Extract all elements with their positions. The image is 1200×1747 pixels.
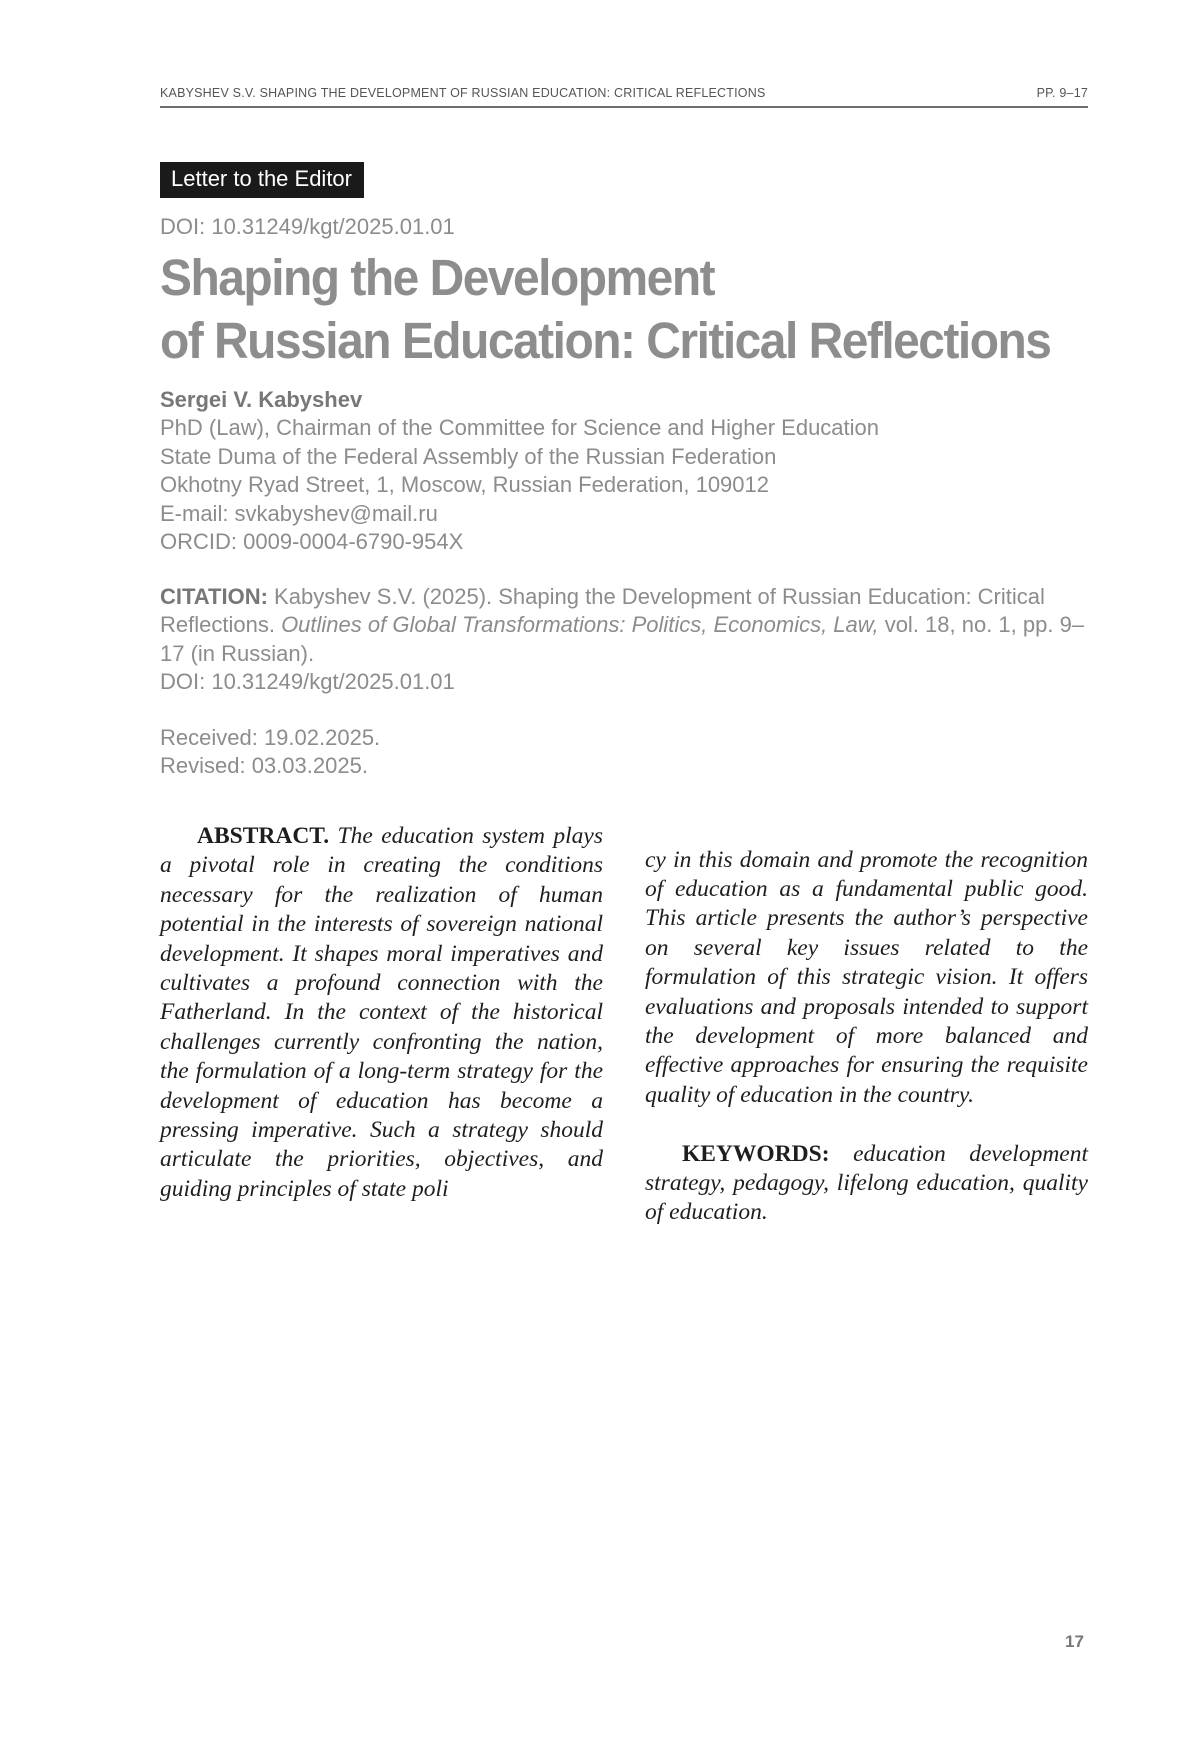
running-header-pages: PP. 9–17 bbox=[1036, 86, 1088, 100]
keywords-label: KEYWORDS: bbox=[682, 1140, 830, 1167]
author-address: Okhotny Ryad Street, 1, Moscow, Russian Federation, 109012 bbox=[160, 472, 769, 498]
citation-journal: Outlines of Global Transformations: Politics, Economics, Law, bbox=[281, 612, 879, 638]
received-date: Received: 19.02.2025. bbox=[160, 725, 381, 750]
citation-text: Kabyshev S.V. (2025). Shaping the Development of Russian Education: Critical Reflections. bbox=[160, 584, 1045, 638]
abstract-column-left bbox=[160, 822, 603, 1204]
author-orcid[interactable]: ORCID: 0009-0004-6790-954X bbox=[160, 529, 464, 555]
abstract-text-part-2: cy in this domain and promote the recognition of education as a fundamental public good. This article presents the author’s perspective on several key issues related to the formulation of this strategic vision. It offers evaluations and proposals intended to support the development of more balanced and effective approaches for ensuring the requisite quality of education in the country. bbox=[645, 846, 1088, 1108]
running-header bbox=[160, 86, 1088, 108]
author-position: PhD (Law), Chairman of the Committee for Science and Higher Education bbox=[160, 415, 880, 441]
author-email[interactable]: E-mail: svkabyshev@mail.ru bbox=[160, 500, 438, 526]
revised-date: Revised: 03.03.2025. bbox=[160, 753, 368, 779]
author-block bbox=[160, 386, 1100, 556]
abstract-column-right bbox=[645, 822, 1088, 1228]
keywords-text: education development strategy, pedagogy, lifelong education, quality of education. bbox=[645, 1140, 1088, 1226]
keywords-paragraph bbox=[645, 1140, 1088, 1228]
doi: DOI: 10.31249/kgt/2025.01.01 bbox=[160, 214, 455, 239]
author-organization: State Duma of the Federal Assembly of the Russian Federation bbox=[160, 443, 777, 469]
article-title bbox=[160, 246, 1053, 372]
running-header-title: KABYSHEV S.V. SHAPING THE DEVELOPMENT OF RUSSIAN EDUCATION: CRITICAL REFLECTIONS bbox=[160, 86, 766, 100]
citation-block bbox=[160, 583, 1095, 697]
article-title-line-2: of Russian Education: Critical Reflections bbox=[160, 312, 1051, 369]
citation-details: vol. 18, no. 1, pp. 9–17 (in Russian). bbox=[160, 612, 1085, 666]
abstract-paragraph bbox=[160, 822, 603, 1204]
citation-doi[interactable]: DOI: 10.31249/kgt/2025.01.01 bbox=[160, 669, 455, 695]
author-name: Sergei V. Kabyshev bbox=[160, 387, 363, 412]
page-number: 17 bbox=[1065, 1632, 1084, 1651]
abstract-label: ABSTRACT. bbox=[197, 823, 330, 849]
abstract-text-part-1: The education system plays a pivotal role in creating the conditions necessary for the realization of human potential in the interests of sovereign national development. It shapes moral imperatives and cultivates a profound connection with the Fatherland. In the context of the historical challenges currently confronting the nation, the formulation of a long-term strategy for the development of education has become a pressing imperative. Such a strategy should articulate the priorities, objectives, and guiding principles of state poli bbox=[160, 823, 603, 1202]
article-title-line-1: Shaping the Development bbox=[160, 249, 715, 306]
citation-label: CITATION: bbox=[160, 584, 268, 609]
section-label: Letter to the Editor bbox=[160, 162, 364, 198]
dates-block bbox=[160, 724, 380, 781]
abstract-continuation bbox=[645, 846, 1088, 1111]
